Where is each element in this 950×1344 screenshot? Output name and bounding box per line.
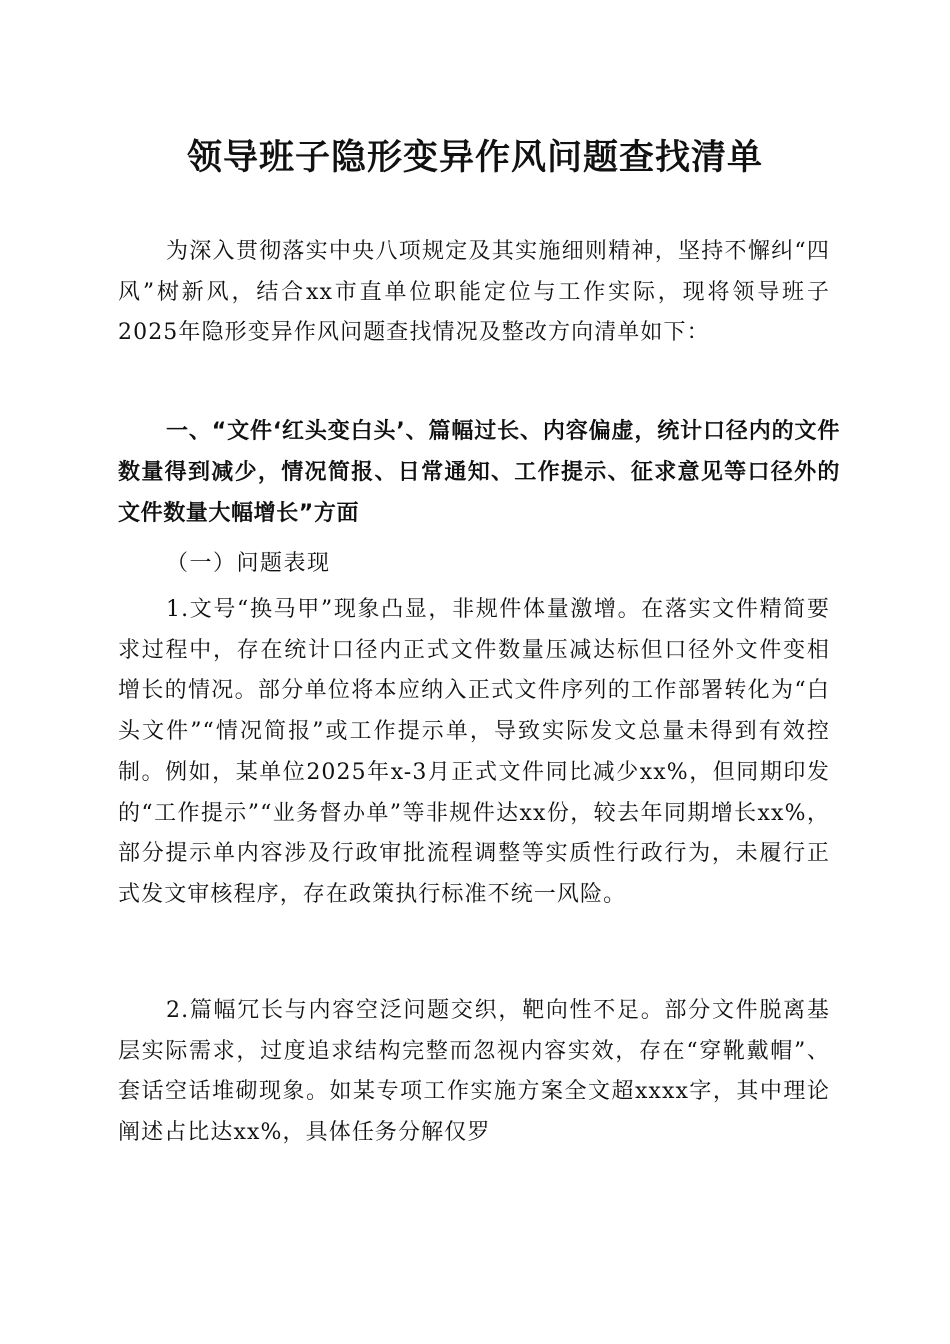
document-title: 领导班子隐形变异作风问题查找清单 — [186, 137, 763, 178]
section-1-heading: 一、“文件‘红头变白头’、篇幅过长、内容偏虚，统计口径内的文件数量得到减少，情况简报、日常通知、工作提示、征求意见等口径外的文件数量大幅增长”方面 — [118, 419, 840, 526]
subsection-1-heading: （一）问题表现 — [166, 551, 331, 576]
intro-paragraph: 为深入贯彻落实中央八项规定及其实施细则精神，坚持不懈纠“四风”树新风，结合xx市直单位职能定位与工作实际，现将领导班子2025年隐形变异作风问题查找情况及整改方向清单如下： — [118, 239, 830, 346]
item-1-paragraph: 1.文号“换马甲”现象凸显，非规件体量激增。在落实文件精简要求过程中，存在统计口径内正式文件数量压减达标但口径外文件变相增长的情况。部分单位将本应纳入正式文件序列的工作部署转化为“白头文件”“情况简报”或工作提示单，导致实际发文总量未得到有效控制。例如，某单位2025年x-3月正式文件同比减少xx%，但同期印发的“工作提示”“业务督办单”等非规件达xx份，较去年同期增长xx%，部分提示单内容涉及行政审批流程调整等实质性行政行为，未履行正式发文审核程序，存在政策执行标准不统一风险。 — [118, 597, 830, 907]
item-2-paragraph: 2.篇幅冗长与内容空泛问题交织，靶向性不足。部分文件脱离基层实际需求，过度追求结构完整而忽视内容实效，存在“穿靴戴帽”、套话空话堆砌现象。如某专项工作实施方案全文超xxxx字，其中理论阐述占比达xx%，具体任务分解仅罗 — [118, 998, 830, 1146]
